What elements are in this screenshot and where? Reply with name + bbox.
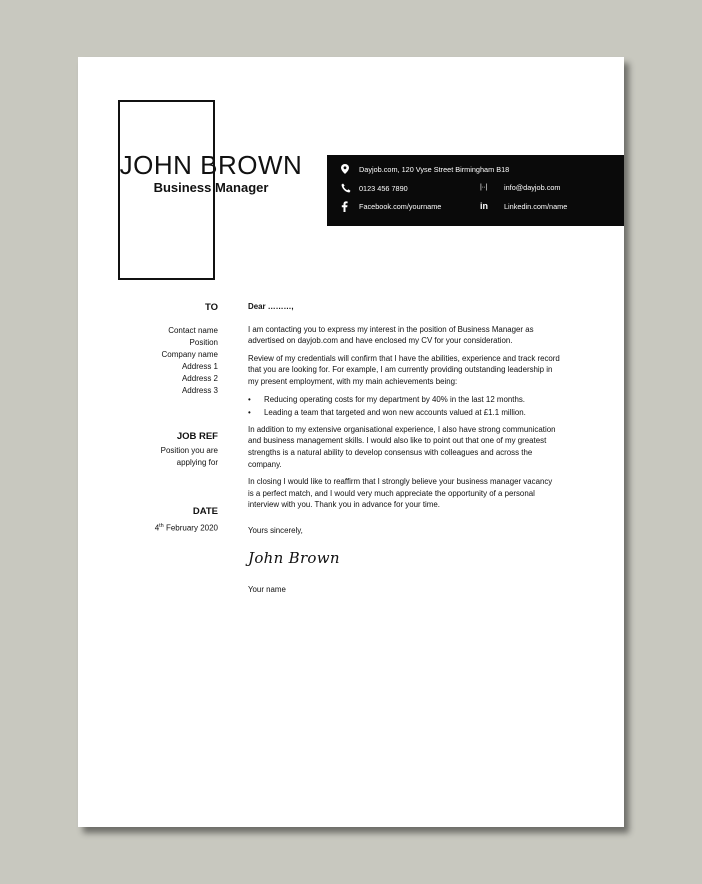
cover-letter-page [78,57,624,827]
recipient-line: Company name [161,350,218,359]
contact-email-row [480,183,561,192]
contact-facebook-row [341,201,441,212]
greeting: Dear ………, [248,302,294,311]
contact-bar [327,155,624,226]
contact-address-row [341,164,509,174]
date-heading: DATE [192,506,218,517]
recipient-line: Address 1 [181,362,218,371]
sign-off-name: Your name [248,585,286,595]
paragraph-closing: In closing I would like to reaffirm that I strongly believe your business manager vacancy is a perfect match, and I would very much appreciate the opportunity of a personal interview with you. Thank you in advance for your time. [248,477,553,510]
paragraph-credentials: Review of my credentials will confirm that I have the abilities, experience and track record that you are looking for. For example, I am currently providing outstanding leadership in my present employment, with my main achievements being: [248,353,560,386]
date-day: 4 [154,523,160,533]
date-rest: February 2020 [163,523,218,533]
contact-linkedin-row [480,201,567,211]
recipient-line: Address 2 [181,374,218,383]
date-block [138,505,218,535]
closing-salutation: Yours sincerely, [248,525,303,535]
linkedin-icon: in [480,201,488,211]
applicant-name: JOHN BROWN [119,150,303,180]
recipient-line: Position [189,338,218,347]
paragraph-intro: I am contacting you to express my interest in the position of Business Manager as advertised on dayjob.com and have enclosed my CV for your consideration. [248,324,534,346]
letter-body [248,301,560,602]
job-ref-heading: JOB REF [176,431,218,442]
contact-email[interactable]: info@dayjob.com [504,183,561,192]
job-ref-line: Position you are [160,446,218,455]
contact-phone: 0123 456 7890 [359,183,408,193]
achievements-list [248,394,560,419]
phone-icon [341,183,359,193]
list-item: • Reducing operating costs for my department by 40% in the last 12 months. [248,394,560,406]
recipient-line: Contact name [168,326,218,335]
job-ref-line: applying for [176,458,218,467]
location-pin-icon [341,164,359,174]
contact-phone-row [341,183,408,193]
date-suffix: th [159,523,164,529]
recipient-block [138,301,218,397]
contact-address: Dayjob.com, 120 Vyse Street Birmingham B18 [359,164,510,174]
contact-linkedin[interactable]: Linkedin.com/name [504,201,568,211]
name-block [118,150,304,196]
recipient-heading: TO [204,302,218,313]
applicant-title: Business Manager [153,180,269,195]
paragraph-skills: In addition to my extensive organisational experience, I also have strong communication and business management skills. I would also like to point out that one of my greatest strengths is a natural ability to develop consensus with colleagues and across the company. [248,424,556,469]
facebook-icon [341,201,359,212]
contact-facebook[interactable]: Facebook.com/yourname [359,202,442,211]
date-value [138,520,218,535]
email-icon: |∙∙| [480,184,488,191]
job-ref-block [138,430,218,469]
signature: John Brown [248,548,340,567]
list-item: • Leading a team that targeted and won new accounts valued at £1.1 million. [248,407,560,419]
recipient-line: Address 3 [181,386,218,395]
